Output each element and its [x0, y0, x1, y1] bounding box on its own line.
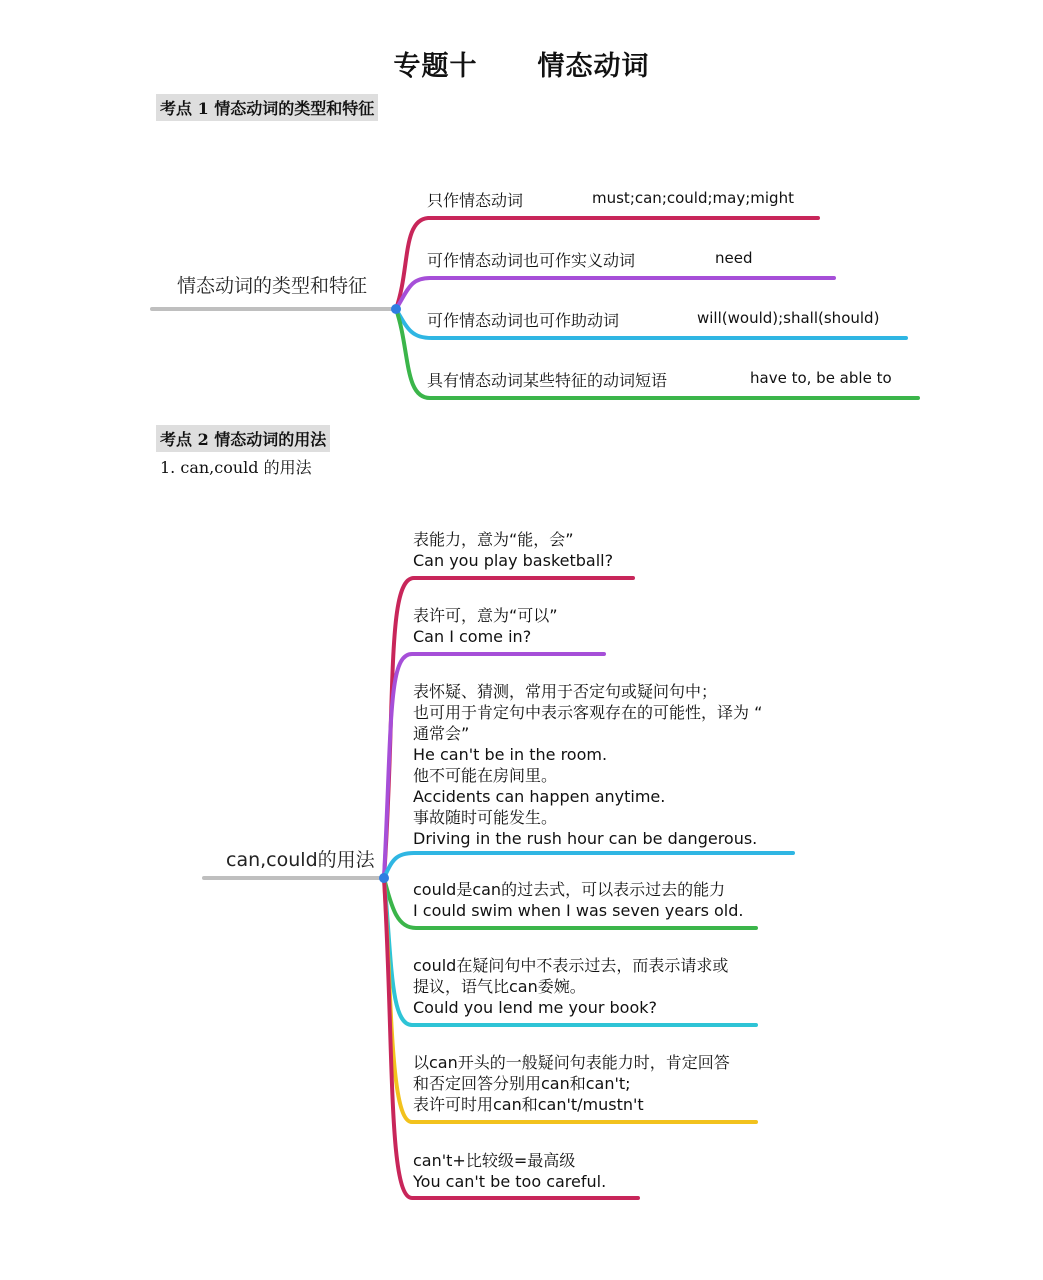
- mm1-branch-4-label: 具有情态动词某些特征的动词短语: [427, 371, 668, 390]
- mm2-branch-3: [384, 853, 793, 878]
- mm1-branch-3-value: will(would);shall(should): [697, 309, 880, 327]
- note-line: 提议，语气比can委婉。: [413, 977, 586, 996]
- mm1-branch-1-value: must;can;could;may;might: [592, 189, 794, 207]
- mm1-branch-4-value: have to, be able to: [750, 369, 892, 387]
- title-left: 专题十: [393, 51, 478, 82]
- note-line: Could you lend me your book?: [413, 998, 658, 1017]
- mm1-branch-3-label: 可作情态动词也可作助动词: [427, 311, 620, 330]
- mm2-hub: [379, 873, 389, 883]
- mm1-root-label: 情态动词的类型和特征: [177, 275, 368, 297]
- note-line: 以can开头的一般疑问句表能力时，肯定回答: [413, 1053, 730, 1072]
- mm1-branch-2-value: need: [715, 249, 753, 267]
- title-right: 情态动词: [537, 51, 650, 82]
- note-line: 和否定回答分别用can和can't;: [413, 1074, 631, 1093]
- note-line: 表许可，意为“可以”: [413, 606, 558, 625]
- mm2-note-3: [413, 681, 762, 849]
- note-line: 通常会”: [413, 724, 470, 743]
- note-line: 也可用于肯定句中表示客观存在的可能性，译为 “: [413, 703, 763, 722]
- mm2-note-1: [413, 529, 613, 571]
- note-line: You can't be too careful.: [413, 1172, 607, 1191]
- mm1-branch-1-label: 只作情态动词: [427, 191, 524, 210]
- section1-heading: 考点 1 情态动词的类型和特征: [156, 94, 378, 121]
- section2-subheading: 1. can,could 的用法: [160, 458, 312, 477]
- note-line: He can't be in the room.: [413, 745, 608, 764]
- note-line: 表怀疑、猜测，常用于否定句或疑问句中；: [413, 682, 718, 701]
- note-line: Accidents can happen anytime.: [413, 787, 666, 806]
- section2-heading: 考点 2 情态动词的用法: [156, 425, 330, 452]
- note-line: can't+比较级=最高级: [413, 1151, 576, 1170]
- mm1-branch-2: [396, 278, 834, 309]
- note-line: Driving in the rush hour can be dangerous.: [413, 829, 758, 848]
- mm1-branch-2-label: 可作情态动词也可作实义动词: [427, 251, 636, 270]
- note-line: 表许可时用can和can't/mustn't: [413, 1095, 644, 1114]
- note-line: 事故随时可能发生。: [413, 808, 558, 827]
- note-line: could在疑问句中不表示过去，而表示请求或: [413, 956, 729, 975]
- note-line: 他不可能在房间里。: [413, 766, 558, 785]
- note-line: could是can的过去式，可以表示过去的能力: [413, 880, 726, 899]
- mm2-note-2: [413, 605, 558, 647]
- mm2-note-7: [413, 1150, 606, 1192]
- mm2-note-6: [413, 1052, 730, 1115]
- note-line: I could swim when I was seven years old.: [413, 901, 744, 920]
- mm2-root-label: can,could的用法: [226, 849, 375, 871]
- note-line: 表能力，意为“能，会”: [413, 530, 574, 549]
- mm2-note-5: [413, 955, 728, 1018]
- note-line: Can I come in?: [413, 627, 532, 646]
- note-line: Can you play basketball?: [413, 551, 614, 570]
- mm1-hub: [391, 304, 401, 314]
- mm2-note-4: [413, 879, 743, 921]
